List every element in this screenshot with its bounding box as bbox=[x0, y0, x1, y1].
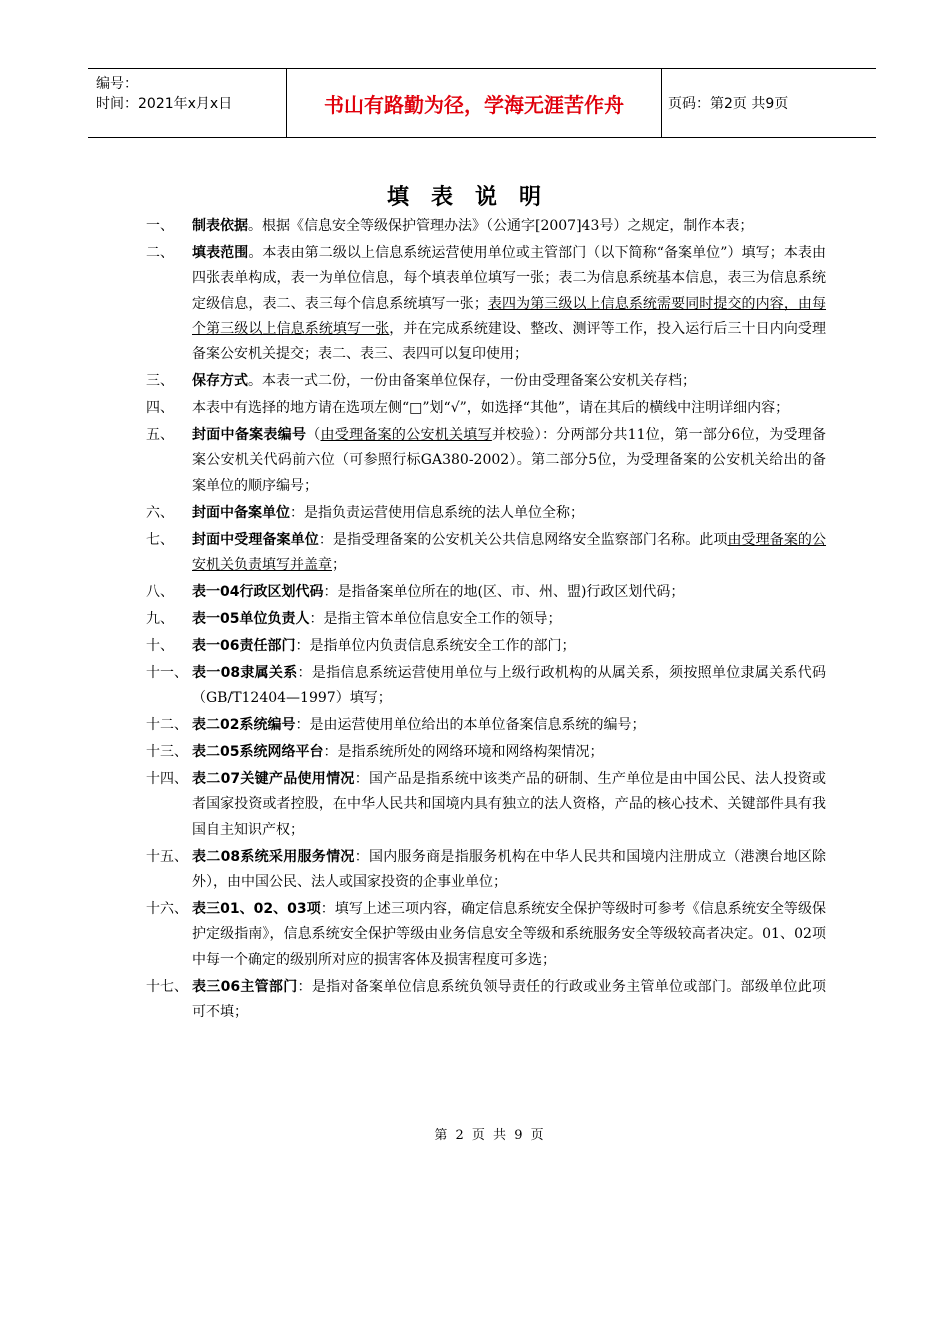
item-keyword: 封面中备案表编号 bbox=[192, 427, 307, 444]
item-number: 三、 bbox=[146, 373, 174, 390]
item-keyword: 表一05单位负责人 bbox=[192, 610, 310, 627]
list-item bbox=[146, 897, 826, 973]
item-number: 七、 bbox=[146, 531, 174, 548]
item-number: 一、 bbox=[146, 218, 174, 234]
item-keyword: 填表范围 bbox=[192, 244, 249, 261]
item-keyword: 表二08系统采用服务情况 bbox=[192, 848, 355, 865]
item-keyword: 表三06主管部门 bbox=[192, 978, 298, 995]
list-item bbox=[146, 214, 826, 239]
document-date-label: 时间：2021年x月x日 bbox=[96, 96, 233, 112]
item-text-continued: ； bbox=[332, 556, 346, 573]
item-keyword: 封面中受理备案单位 bbox=[192, 531, 319, 548]
item-number: 十二、 bbox=[146, 717, 188, 734]
item-number: 二、 bbox=[146, 244, 174, 261]
item-text: ：是指对备案单位信息系统负领导责任的行政或业务主管单位或部门。部级单位此项可不填； bbox=[192, 978, 827, 1020]
item-keyword: 保存方式 bbox=[192, 373, 248, 390]
item-text: （ bbox=[306, 427, 321, 444]
item-keyword: 表一04行政区划代码 bbox=[192, 583, 324, 600]
item-text-continued: ，并在完成系统建设、整改、测评等工作，投入运行后三十日内向受理备案公安机关提交；表二、表三、表四可以复印使用； bbox=[192, 320, 827, 363]
item-text: ：是指负责运营使用信息系统的法人单位全称； bbox=[290, 504, 584, 521]
item-text: ：是指主管本单位信息安全工作的领导； bbox=[309, 610, 562, 627]
item-keyword: 表一08隶属关系 bbox=[192, 664, 298, 681]
header-motto: 书山有路勤为径，学海无涯苦作舟 bbox=[286, 69, 662, 137]
list-item bbox=[146, 661, 826, 712]
item-text: 。根据《信息安全等级保护管理办法》（公通字[2007]43号）之规定，制作本表； bbox=[248, 218, 754, 234]
list-item bbox=[146, 975, 826, 1026]
item-text: ：是指系统所处的网络环境和网络构架情况； bbox=[323, 744, 604, 761]
item-underlined-text: 由受理备案的公安机关填写 bbox=[320, 427, 492, 444]
page-header bbox=[88, 68, 876, 138]
item-text: ：是指备案单位所在的地(区、市、州、盟)行政区划代码； bbox=[323, 583, 685, 600]
list-item bbox=[146, 845, 826, 896]
item-number: 十四、 bbox=[146, 771, 188, 788]
list-item bbox=[146, 241, 826, 367]
item-keyword: 封面中备案单位 bbox=[192, 504, 290, 521]
header-meta bbox=[88, 69, 286, 137]
item-text: ：是指信息系统运营使用单位与上级行政机构的从属关系，须按照单位隶属关系代码（GB/T12404—1997）填写； bbox=[192, 664, 827, 707]
item-number: 八、 bbox=[146, 583, 174, 600]
item-keyword: 表二05系统网络平台 bbox=[192, 744, 324, 761]
item-keyword: 表三01、02、03项 bbox=[192, 901, 321, 918]
item-text: 。本表由第二级以上信息系统运营使用单位或主管部门（以下简称“备案单位”）填写；本表由四张表单构成，表一为单位信息，每个填表单位填写一张；表二为信息系统基本信息，表三为信息系统定级信息，表二、表三每个信息系统填写一张； bbox=[192, 244, 826, 312]
item-text-continued: 并校验）：分两部分共11位，第一部分6位，为受理备案公安机关代码前六位（可参照行标GA380-2002）。第二部分5位，为受理备案的公安机关给出的备案单位的顺序编号； bbox=[192, 427, 827, 494]
document-number-label: 编号： bbox=[96, 76, 138, 92]
item-text: ：是指受理备案的公安机关公共信息网络安全监察部门名称。此项 bbox=[318, 531, 728, 548]
page-footer: 第 2 页 共 9 页 bbox=[434, 1128, 546, 1143]
item-text: ：国产品是指系统中该类产品的研制、生产单位是由中国公民、法人投资或者国家投资或者控股，在中华人民共和国境内具有独立的法人资格，产品的核心技术、关键部件具有我国自主知识产权； bbox=[192, 771, 826, 838]
list-item bbox=[146, 767, 826, 843]
list-item bbox=[146, 713, 826, 738]
item-text: ：是指单位内负责信息系统安全工作的部门； bbox=[295, 637, 576, 654]
list-item bbox=[146, 396, 826, 421]
list-item bbox=[146, 607, 826, 632]
item-number: 十、 bbox=[146, 637, 174, 654]
item-number: 五、 bbox=[146, 427, 174, 444]
item-underlined-text: 表四为第三级以上信息系统需要同时提交的内容，由每个第三级以上信息系统填写一张 bbox=[192, 295, 827, 337]
list-item bbox=[146, 369, 826, 394]
item-keyword: 表二02系统编号 bbox=[192, 717, 296, 734]
item-number: 十一、 bbox=[146, 664, 188, 681]
item-number: 九、 bbox=[146, 610, 174, 627]
list-item bbox=[146, 580, 826, 605]
item-keyword: 制表依据 bbox=[192, 218, 248, 234]
list-item bbox=[146, 634, 826, 659]
list-item bbox=[146, 528, 826, 579]
item-text: ：填写上述三项内容，确定信息系统安全保护等级时可参考《信息系统安全等级保护定级指南》，信息系统安全保护等级由业务信息安全等级和系统服务安全等级较高者决定。01、02项中每一个确定的级别所对应的损害客体及损害程度可多选； bbox=[192, 901, 827, 968]
list-item bbox=[146, 740, 826, 765]
item-number: 十六、 bbox=[146, 901, 188, 918]
page-title: 填表说明 bbox=[386, 184, 563, 210]
item-keyword: 表一06责任部门 bbox=[192, 637, 296, 654]
item-text: 本表中有选择的地方请在选项左侧“□”划“√”，如选择“其他”，请在其后的横线中注明详细内容； bbox=[192, 400, 790, 417]
item-number: 十三、 bbox=[146, 744, 188, 761]
list-item bbox=[146, 501, 826, 526]
item-number: 十五、 bbox=[146, 848, 188, 865]
item-underlined-text: 由受理备案的公安机关负责填写并盖章 bbox=[192, 531, 827, 573]
item-text: 。本表一式二份，一份由备案单位保存，一份由受理备案公安机关存档； bbox=[248, 373, 696, 390]
item-keyword: 表二07关键产品使用情况 bbox=[192, 771, 355, 788]
header-page-label: 页码：第2页 共9页 bbox=[668, 96, 789, 112]
instruction-list bbox=[146, 214, 826, 1027]
list-item bbox=[146, 423, 826, 499]
item-text: ：是由运营使用单位给出的本单位备案信息系统的编号； bbox=[295, 717, 646, 734]
item-text: ：国内服务商是指服务机构在中华人民共和国境内注册成立（港澳台地区除外），由中国公民、法人或国家投资的企事业单位； bbox=[192, 848, 826, 891]
item-number: 六、 bbox=[146, 504, 174, 521]
item-number: 四、 bbox=[146, 400, 174, 417]
item-number: 十七、 bbox=[146, 978, 188, 995]
